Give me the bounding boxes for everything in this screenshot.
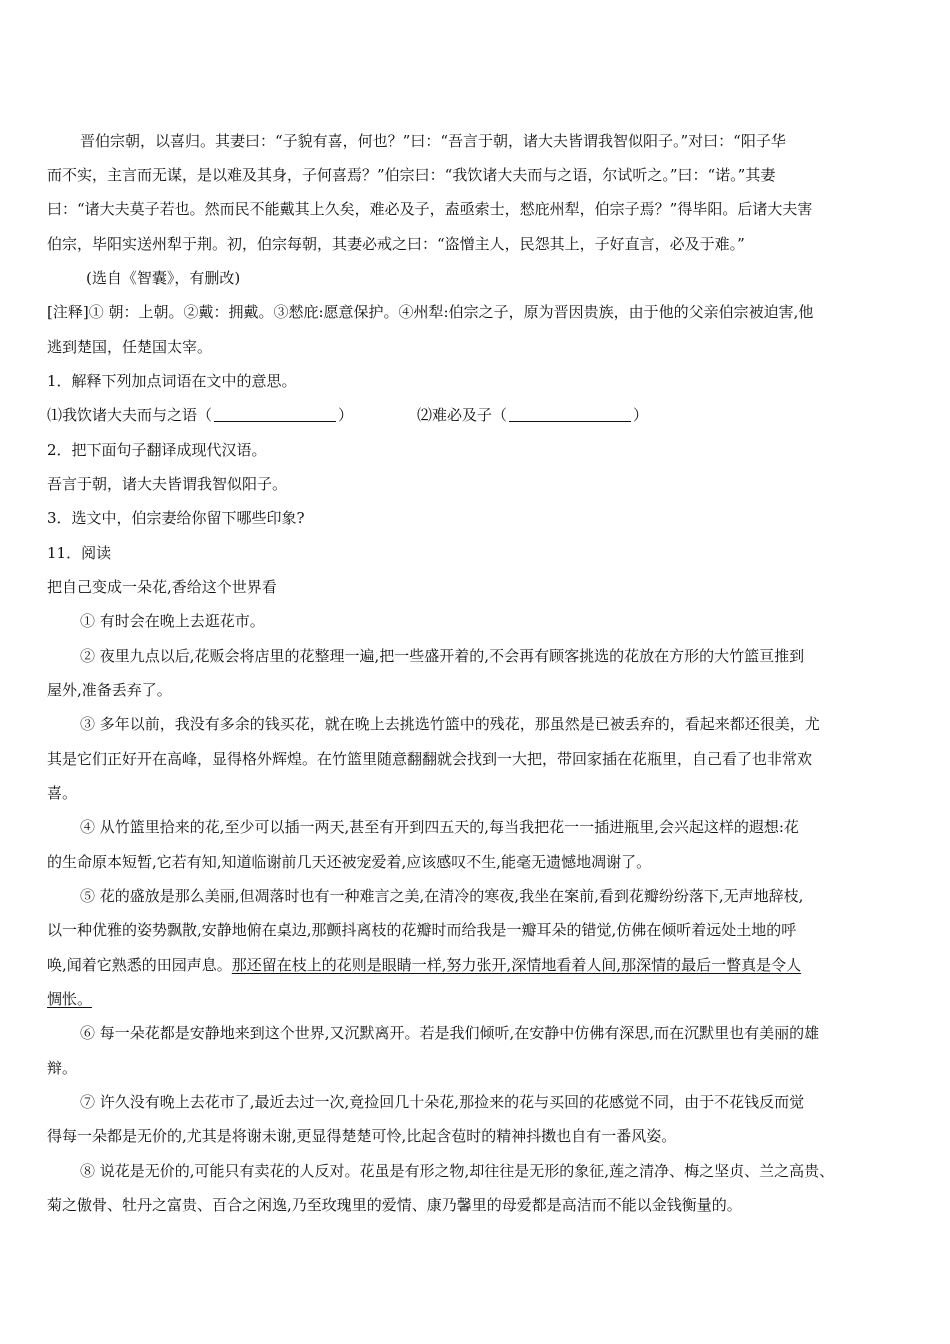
classical-line-4: 伯宗，毕阳实送州犁于荆。初，伯宗每朝，其妻必戒之曰：“盗憎主人，民怨其上，子好直言，必及于难。”: [47, 235, 745, 253]
essay-p7-line-1: ⑦ 许久没有晚上去花市了,最近去过一次,竟捡回几十朵花,那捡来的花与买回的花感觉不同，由于不花钱反而觉: [80, 1093, 805, 1111]
question-2-sentence: 吾言于朝，诸大夫皆谓我智似阳子。: [47, 475, 288, 493]
classical-line-1: 晋伯宗朝，以喜归。其妻曰：“子貌有喜，何也？”曰：“吾言于朝，诸大夫皆谓我智似阳子。”对曰：“阳子华: [80, 132, 786, 150]
essay-p4-line-1: ④ 从竹篮里拾来的花,至少可以插一两天,甚至有开到四五天的,每当我把花一一插进瓶里,会兴起这样的遐想:花: [80, 818, 799, 836]
question-11: 11．阅读: [47, 544, 112, 562]
q1b-answer-blank[interactable]: [509, 407, 631, 422]
essay-p8-line-2: 菊之傲骨、牡丹之富贵、百合之闲逸,乃至玫瑰里的爱情、康乃馨里的母爱都是高洁而不能以金钱衡量的。: [47, 1196, 742, 1214]
essay-p3-line-3: 喜。: [47, 784, 78, 802]
question-1-items: [47, 405, 648, 425]
notes-line-2: 逃到楚国，任楚国太宰。: [47, 338, 213, 356]
essay-p2-line-1: ② 夜里九点以后,花贩会将店里的花整理一遍,把一些盛开着的,不会再有顾客挑选的花放在方形的大竹篮亘推到: [80, 647, 805, 665]
essay-p6-line-2: 辩。: [47, 1059, 78, 1077]
essay-p3-line-2: 其是它们正好开在高峰，显得格外辉煌。在竹篮里随意翻翻就会找到一大把，带回家插在花瓶里，自己看了也非常欢: [47, 750, 813, 768]
essay-p4-line-2: 的生命原本短暂,它若有知,知道临谢前几天还被宠爱着,应该感叹不生,能毫无遗憾地凋谢了。: [47, 853, 652, 871]
essay-p5-line-1: ⑤ 花的盛放是那么美丽,但凋落时也有一种难言之美,在清冷的寒夜,我坐在案前,看到花瓣纷纷落下,无声地辞枝,: [80, 887, 804, 905]
classical-line-2: 而不实，主言而无谋，是以难及其身，子何喜焉？”伯宗曰：“我饮诸大夫而与之语，尔试听之。”曰：“诺。”其妻: [47, 166, 776, 184]
underlined-sentence: 那还留在枝上的花则是眼睛一样,努力张开,深情地看着人间,那深情的最后一瞥真是令人: [231, 956, 802, 974]
q1a-answer-blank[interactable]: [214, 407, 336, 422]
essay-p3-line-1: ③ 多年以前，我没有多余的钱买花，就在晚上去挑选竹篮中的残花，那虽然是已被丢弃的，看起来都还很美，尤: [80, 715, 820, 733]
essay-p5-line-3: [47, 955, 801, 975]
notes-line-1: [注释]① 朝：上朝。②戴：拥戴。③憖庇:愿意保护。④州犁:伯宗之子，原为晋因贵族，由于他的父亲伯宗被迫害,他: [47, 303, 814, 321]
essay-p5-line-3-text: 唤,闻着它熟悉的田园声息。: [47, 956, 232, 974]
essay-p2-line-2: 屋外,准备丢弃了。: [47, 681, 172, 699]
classical-line-3: 曰：“诸大夫莫子若也。然而民不能戴其上久矣，难必及子，盍亟索士，憖庇州犁，伯宗子焉？”得毕阳。后诸大夫害: [47, 200, 813, 218]
essay-p6-line-1: ⑥ 每一朵花都是安静地来到这个世界,又沉默离开。若是我们倾听,在安静中仿佛有深思,而在沉默里也有美丽的雄: [80, 1024, 820, 1042]
question-1: 1．解释下列加点词语在文中的意思。: [47, 372, 297, 390]
q1b-close: ）: [633, 406, 649, 424]
essay-p8-line-1: ⑧ 说花是无价的,可能只有卖花的人反对。花虽是有形之物,却往往是无形的象征,莲之清净、梅之坚贞、兰之高贵、: [80, 1162, 835, 1180]
question-3: 3．选文中，伯宗妻给你留下哪些印象?: [47, 509, 305, 527]
q1a-text: ⑴我饮诸大夫而与之语（: [47, 406, 213, 424]
essay-p7-line-2: 得每一朵都是无价的,尤其是将谢未谢,更显得楚楚可怜,比起含苞时的精神抖擞也自有一番风姿。: [47, 1127, 677, 1145]
underlined-sentence-end: 惆怅。: [47, 990, 93, 1008]
essay-p1: ① 有时会在晚上去逛花市。: [80, 612, 265, 630]
essay-p5-line-2: 以一种优雅的姿势飘散,安静地俯在桌边,那颤抖离枝的花瓣时而给我是一瓣耳朵的错觉,仿佛在倾听着远处土地的呼: [47, 921, 797, 939]
question-2: 2．把下面句子翻译成现代汉语。: [47, 441, 267, 459]
q1b-text: ⑵难必及子（: [417, 406, 508, 424]
essay-title: 把自己变成一朵花,香给这个世界看: [47, 578, 277, 596]
source-citation: (选自《智囊》，有删改): [86, 269, 241, 287]
q1a-close: ）: [338, 406, 354, 424]
